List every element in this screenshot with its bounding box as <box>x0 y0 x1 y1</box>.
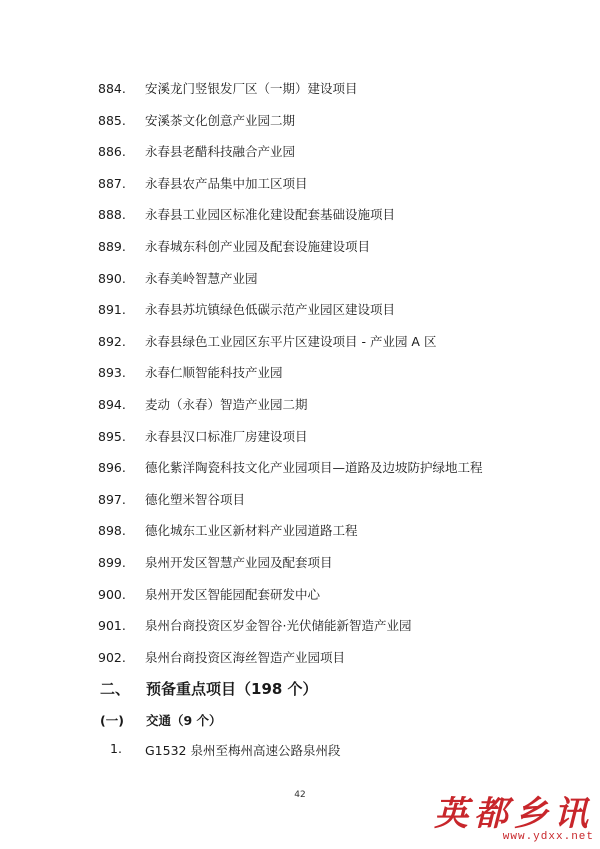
list-item <box>0 645 600 677</box>
item-text: 泉州台商投资区海丝智造产业园项目 <box>145 649 346 665</box>
item-number: 893. <box>98 365 126 381</box>
project-list <box>0 76 600 676</box>
item-number: 896. <box>98 460 126 476</box>
item-number: 901. <box>98 618 126 634</box>
item-text: 安溪龙门竖银发厂区（一期）建设项目 <box>145 81 358 96</box>
watermark-url: www.ydxx.net <box>502 831 594 843</box>
item-number: 888. <box>98 207 126 223</box>
item-text: 永春美岭智慧产业园 <box>145 270 258 286</box>
item-text: 永春县老醋科技融合产业园 <box>145 144 296 160</box>
item-text: 永春县绿色工业园区东平片区建设项目 - 产业园 A 区 <box>145 333 437 349</box>
item-number: 898. <box>98 523 126 539</box>
list-item <box>0 392 600 424</box>
list-item <box>0 329 600 361</box>
list-item <box>0 297 600 329</box>
item-text: 德化城东工业区新材料产业园道路工程 <box>145 523 358 539</box>
list-item <box>0 582 600 614</box>
page-number: 42 <box>294 790 306 800</box>
list-item <box>0 613 600 645</box>
item-number: 894. <box>98 396 126 412</box>
list-item <box>0 424 600 456</box>
item-text: 永春县工业园区标准化建设配套基础设施项目 <box>145 207 396 223</box>
item-number: 885. <box>98 112 126 128</box>
item-text: 德化塑米智谷项目 <box>145 491 246 507</box>
item-text: 麦动（永春）智造产业园二期 <box>145 396 308 412</box>
list-item <box>0 108 600 140</box>
list-item <box>0 455 600 487</box>
item-text: 安溪茶文化创意产业园二期 <box>145 112 296 128</box>
item-number: 889. <box>98 238 126 254</box>
sub-item-text: G1532 泉州至梅州高速公路泉州段 <box>145 743 341 758</box>
item-text: 永春县汉口标准厂房建设项目 <box>145 428 308 444</box>
watermark-logo-text: 英都乡讯 <box>434 794 594 834</box>
sub-item-number: 1. <box>110 741 122 756</box>
list-item <box>0 139 600 171</box>
subsection-number: (一) <box>100 713 124 728</box>
list-item <box>0 171 600 203</box>
list-item <box>0 234 600 266</box>
item-number: 900. <box>98 586 126 602</box>
list-item <box>0 202 600 234</box>
item-number: 895. <box>98 428 126 444</box>
item-text: 德化紫洋陶瓷科技文化产业园项目—道路及边坡防护绿地工程 <box>145 460 483 476</box>
list-item <box>0 266 600 298</box>
subsection-title: 交通（9 个） <box>146 713 222 728</box>
item-text: 永春城东科创产业园及配套设施建设项目 <box>145 238 371 254</box>
item-text: 泉州开发区智慧产业园及配套项目 <box>145 554 333 570</box>
list-item <box>0 550 600 582</box>
item-number: 884. <box>98 81 126 96</box>
item-number: 887. <box>98 175 126 191</box>
watermark <box>434 786 594 843</box>
item-text: 永春县农产品集中加工区项目 <box>145 175 308 191</box>
item-number: 886. <box>98 144 126 160</box>
item-text: 泉州台商投资区岁金智谷·光伏储能新智造产业园 <box>145 618 412 634</box>
list-item <box>0 518 600 550</box>
item-number: 891. <box>98 302 126 318</box>
item-number: 902. <box>98 649 126 665</box>
list-item <box>0 487 600 519</box>
list-item <box>0 76 600 108</box>
item-number: 899. <box>98 554 126 570</box>
item-number: 897. <box>98 491 126 507</box>
section-title: 预备重点项目（198 个） <box>146 680 318 698</box>
item-text: 泉州开发区智能园配套研发中心 <box>145 586 321 602</box>
item-text: 永春仁顺智能科技产业园 <box>145 365 283 381</box>
section-number: 二、 <box>100 680 131 698</box>
item-text: 永春县苏坑镇绿色低碳示范产业园区建设项目 <box>145 302 396 318</box>
list-item <box>0 360 600 392</box>
item-number: 890. <box>98 270 126 286</box>
item-number: 892. <box>98 333 126 349</box>
